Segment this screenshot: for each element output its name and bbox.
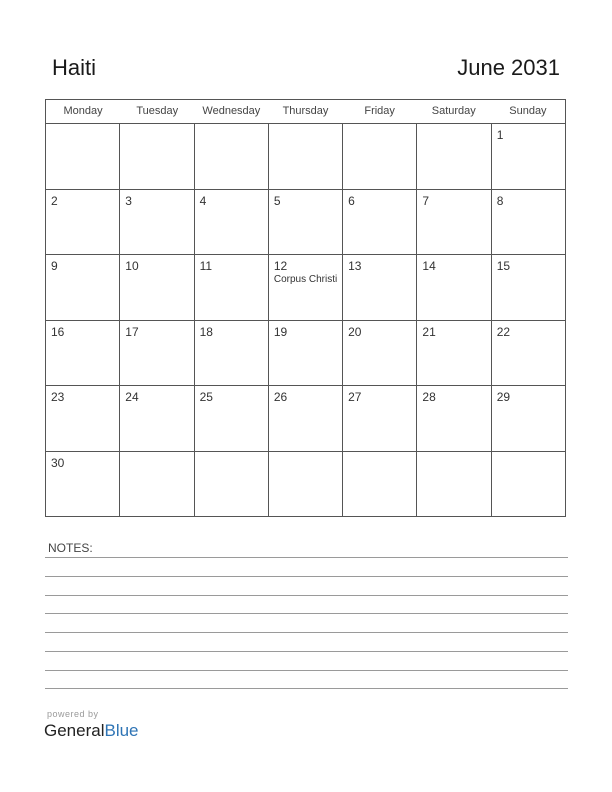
day-cell bbox=[195, 386, 269, 451]
calendar-month-title: June 2031 bbox=[457, 55, 560, 80]
day-cell bbox=[269, 452, 343, 518]
note-line bbox=[45, 576, 568, 577]
calendar-country-title: Haiti bbox=[52, 55, 97, 80]
note-line bbox=[45, 651, 568, 652]
day-cell bbox=[195, 452, 269, 518]
day-cell bbox=[120, 190, 194, 255]
day-number: 6 bbox=[348, 193, 355, 208]
day-cell bbox=[120, 321, 194, 386]
day-cell bbox=[343, 255, 417, 320]
holiday-label: Corpus Christi bbox=[273, 274, 338, 285]
day-cell bbox=[46, 255, 120, 320]
day-cell bbox=[343, 386, 417, 451]
note-line bbox=[45, 595, 568, 596]
day-cell bbox=[46, 321, 120, 386]
day-number: 2 bbox=[51, 193, 58, 208]
weekday-thursday: Thursday bbox=[282, 105, 329, 117]
day-cell bbox=[120, 255, 194, 320]
day-number: 28 bbox=[422, 390, 436, 404]
day-cell bbox=[120, 124, 194, 189]
day-cell bbox=[343, 190, 417, 255]
day-cell bbox=[46, 452, 120, 518]
day-cell bbox=[492, 386, 565, 451]
day-cell bbox=[46, 190, 120, 255]
day-cell bbox=[195, 321, 269, 386]
day-cell bbox=[417, 321, 491, 386]
day-cell bbox=[195, 124, 269, 189]
day-number: 20 bbox=[348, 324, 362, 339]
day-number: 19 bbox=[273, 324, 288, 339]
notes-label: NOTES: bbox=[48, 541, 93, 555]
week-row bbox=[46, 255, 565, 321]
calendar-weeks bbox=[46, 124, 565, 517]
week-row bbox=[46, 452, 565, 518]
day-cell bbox=[269, 321, 343, 386]
weekday-tuesday: Tuesday bbox=[136, 105, 179, 117]
note-line bbox=[45, 613, 568, 614]
day-number: 15 bbox=[496, 259, 511, 273]
day-number: 3 bbox=[125, 193, 132, 208]
note-line bbox=[45, 632, 568, 633]
day-cell bbox=[269, 124, 343, 189]
week-row bbox=[46, 386, 565, 452]
day-number: 14 bbox=[422, 259, 436, 273]
day-number: 11 bbox=[199, 259, 213, 273]
note-line bbox=[45, 557, 568, 558]
day-number: 30 bbox=[51, 455, 65, 470]
day-cell bbox=[269, 190, 343, 255]
day-number: 17 bbox=[125, 324, 139, 339]
day-cell bbox=[195, 255, 269, 320]
day-cell bbox=[120, 452, 194, 518]
brand-logo bbox=[44, 721, 139, 741]
day-number: 21 bbox=[422, 324, 436, 339]
day-number: 22 bbox=[496, 324, 511, 339]
day-cell bbox=[343, 321, 417, 386]
day-number: 25 bbox=[199, 390, 213, 404]
day-number: 23 bbox=[51, 390, 65, 404]
weekday-friday: Friday bbox=[364, 105, 395, 117]
day-cell bbox=[343, 124, 417, 189]
weekday-saturday: Saturday bbox=[431, 105, 476, 117]
day-cell bbox=[417, 452, 491, 518]
day-cell bbox=[492, 452, 565, 518]
day-number: 7 bbox=[422, 193, 430, 208]
day-cell bbox=[269, 386, 343, 451]
note-line bbox=[45, 670, 568, 671]
day-cell bbox=[46, 386, 120, 451]
weekday-wednesday: Wednesday bbox=[202, 105, 261, 117]
day-cell bbox=[492, 255, 565, 320]
day-cell bbox=[492, 321, 565, 386]
day-cell bbox=[417, 124, 491, 189]
day-cell bbox=[343, 452, 417, 518]
day-cell bbox=[120, 386, 194, 451]
weekday-monday: Monday bbox=[63, 105, 103, 117]
day-cell bbox=[417, 386, 491, 451]
day-number: 9 bbox=[51, 259, 58, 273]
weekday-header-row bbox=[46, 100, 565, 124]
brand-general-text: General bbox=[44, 721, 105, 740]
brand-blue-text: Blue bbox=[104, 721, 139, 740]
day-number: 1 bbox=[496, 128, 504, 142]
day-number: 12 bbox=[273, 259, 288, 273]
day-number: 4 bbox=[199, 193, 207, 208]
powered-by-text: powered by bbox=[47, 709, 99, 719]
weekday-sunday: Sunday bbox=[509, 105, 547, 117]
day-cell bbox=[417, 255, 491, 320]
calendar-grid bbox=[45, 99, 566, 517]
week-row bbox=[46, 124, 565, 190]
day-number: 10 bbox=[125, 259, 139, 273]
day-cell bbox=[195, 190, 269, 255]
day-cell bbox=[492, 190, 565, 255]
day-number: 29 bbox=[496, 390, 511, 404]
day-cell bbox=[46, 124, 120, 189]
note-line bbox=[45, 688, 568, 689]
day-cell bbox=[417, 190, 491, 255]
day-cell bbox=[269, 255, 343, 320]
day-number: 16 bbox=[51, 324, 65, 339]
week-row bbox=[46, 321, 565, 387]
day-cell bbox=[492, 124, 565, 189]
day-number: 13 bbox=[348, 259, 362, 273]
day-number: 24 bbox=[125, 390, 139, 404]
day-number: 8 bbox=[496, 193, 504, 208]
week-row bbox=[46, 190, 565, 256]
day-number: 5 bbox=[273, 193, 281, 208]
day-number: 27 bbox=[348, 390, 362, 404]
day-number: 18 bbox=[199, 324, 213, 339]
day-number: 26 bbox=[273, 390, 288, 404]
